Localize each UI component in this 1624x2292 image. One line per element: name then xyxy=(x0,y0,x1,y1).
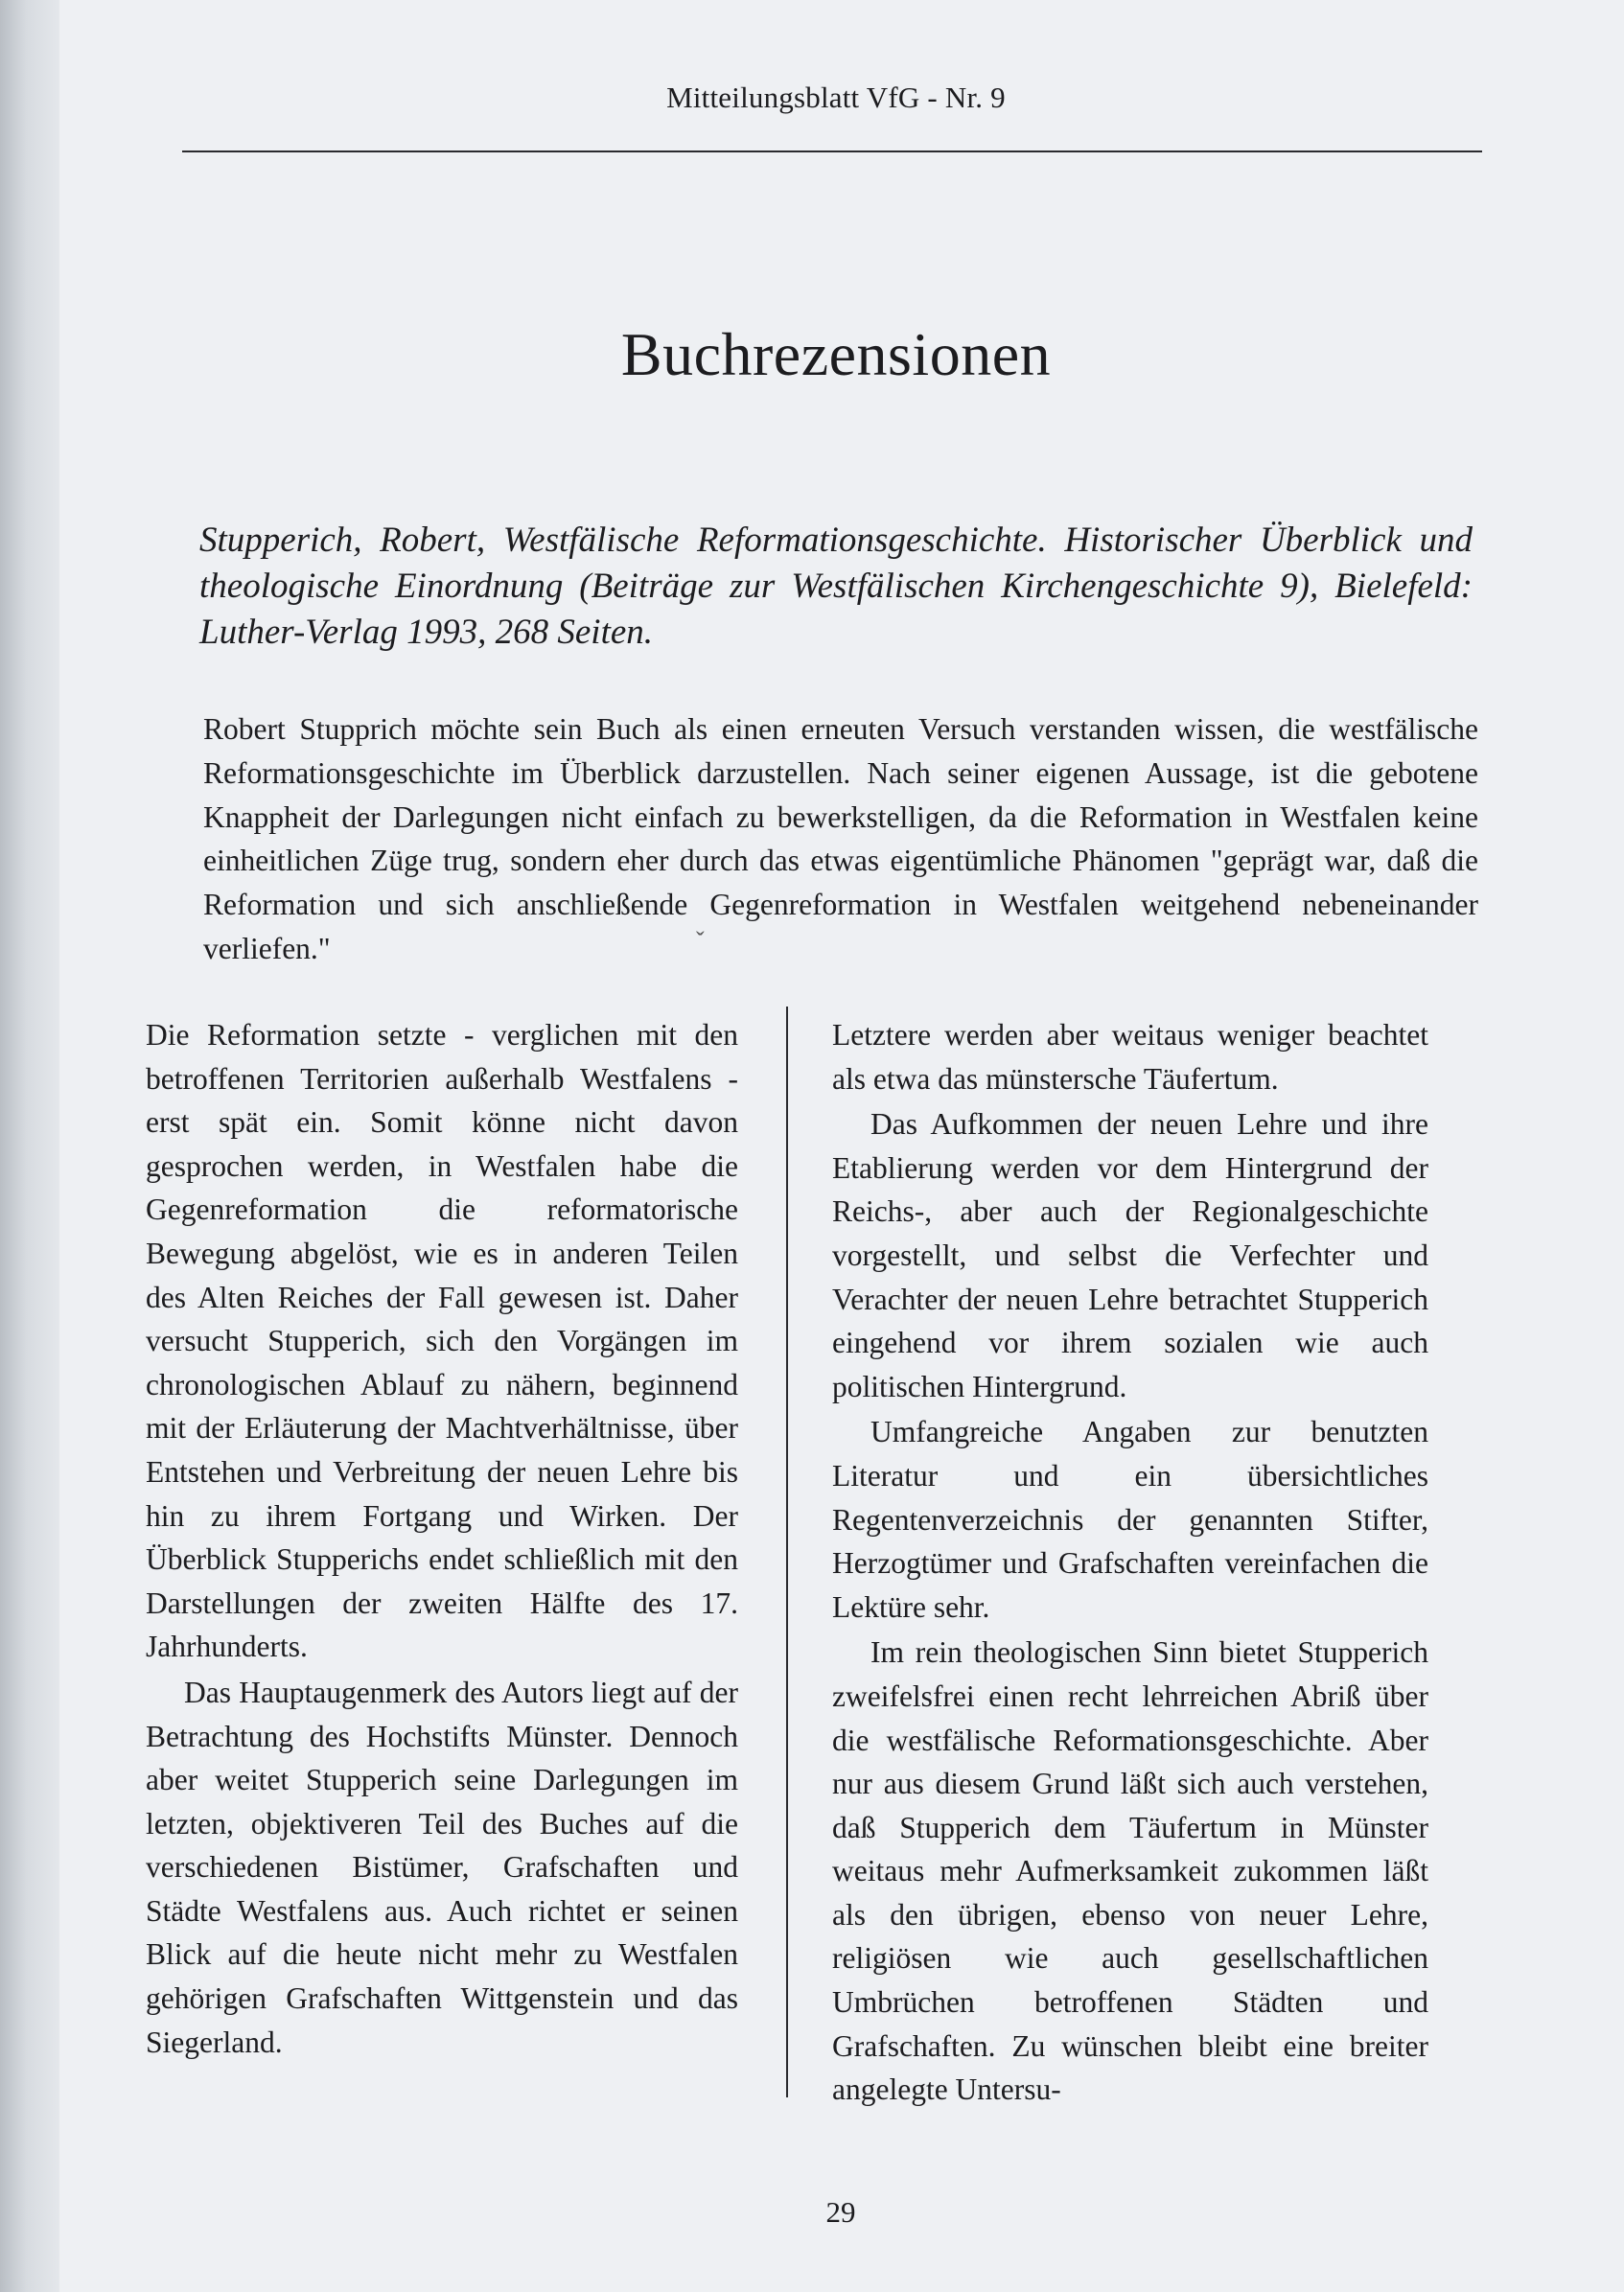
right-paragraph: Letztere werden aber weitaus weniger beachtet als etwa das münstersche Täufertum. xyxy=(832,1018,1428,1096)
book-citation: Stupperich, Robert, Westfälische Reformationsgeschichte. Historischer Überblick und theologische Einordnung (Beiträge zur Westfälischen Kirchengeschichte 9), Bielefeld: Luther-Verlag 1993, 268 Seiten. xyxy=(199,521,1473,652)
right-paragraph: Umfangreiche Angaben zur benutzten Literatur und ein übersichtliches Regentenverzeichnis der genannten Stifter, Herzogtümer und Grafschaften vereinfachen die Lektüre sehr. xyxy=(832,1415,1428,1624)
intro-paragraph: Robert Stupprich möchte sein Buch als einen erneuten Versuch verstanden wissen, die westfälische Reformationsgeschichte im Überblick darzustellen. Nach seiner eigenen Aussage, ist die gebotene Knappheit der Darlegungen nicht einfach zu bewerkstelligen, da die Reformation in Westfalen keine einheitlichen Züge trug, sondern eher durch das etwas eigentümliche Phänomen "geprägt war, daß die Reformation und sich anschließende Gegenreformation in Westfalen weitgehend nebeneinander verliefen." xyxy=(203,712,1478,965)
running-head: Mitteilungsblatt VfG - Nr. 9 xyxy=(666,81,1006,114)
column-divider xyxy=(786,1007,788,2097)
section-title: Buchrezensionen xyxy=(620,320,1052,388)
left-paragraph: Das Hauptaugenmerk des Autors liegt auf der Betrachtung des Hochstifts Münster. Dennoch aber weitet Stupperich seine Darlegungen im letzten, objektiveren Teil des Buches auf die verschiedenen Bistümer, Grafschaften und Städte Westfalens aus. Auch richtet er seinen Blick auf die heute nicht mehr zu Westfalen gehörigen Grafschaften Wittgenstein und das Siegerland. xyxy=(146,1675,738,2059)
left-paragraph: Die Reformation setzte - verglichen mit den betroffenen Territorien außerhalb Westfalens - erst spät ein. Somit könne nicht davon gesprochen werden, in Westfalen habe die Gegenreformation die reformatorische Bewegung abgelöst, wie es in anderen Teilen des Alten Reiches der Fall gewesen ist. Daher versucht Stupperich, sich den Vorgängen im chronologischen Ablauf zu nähern, beginnend mit der Erläuterung der Machtverhältnisse, über Entstehen und Verbreitung der neuen Lehre bis hin zu ihrem Fortgang und Wirken. Der Überblick Stupperichs endet schließlich mit den Darstellungen der zweiten Hälfte des 17. Jahrhunderts. xyxy=(146,1018,738,1664)
page-number: 29 xyxy=(825,2195,856,2229)
right-column xyxy=(832,1013,1428,2112)
header-rule xyxy=(182,150,1482,152)
right-paragraph: Das Aufkommen der neuen Lehre und ihre Etablierung werden vor dem Hintergrund der Reichs-, aber auch der Regionalgeschichte vorgestellt, und selbst die Verfechter und Verachter der neuen Lehre betrachtet Stupperich eingehend vor ihrem sozialen wie auch politischen Hintergrund. xyxy=(832,1107,1428,1403)
book-binding-edge xyxy=(0,0,59,2292)
stray-print-mark: ˇ xyxy=(696,927,705,955)
document-page xyxy=(59,0,1624,2292)
right-paragraph: Im rein theologischen Sinn bietet Stupperich zweifelsfrei einen recht lehrreichen Abriß über die westfälische Reformationsgeschichte. Aber nur aus diesem Grund läßt sich auch verstehen, daß Stupperich dem Täufertum in Münster weitaus mehr Aufmerksamkeit zukommen läßt als den übrigen, ebenso von neuer Lehre, religiösen wie auch gesellschaftlichen Umbrüchen betroffenen Städten und Grafschaften. Zu wünschen bleibt eine breiter angelegte Untersu- xyxy=(832,1635,1428,2107)
left-column xyxy=(146,1013,738,2064)
